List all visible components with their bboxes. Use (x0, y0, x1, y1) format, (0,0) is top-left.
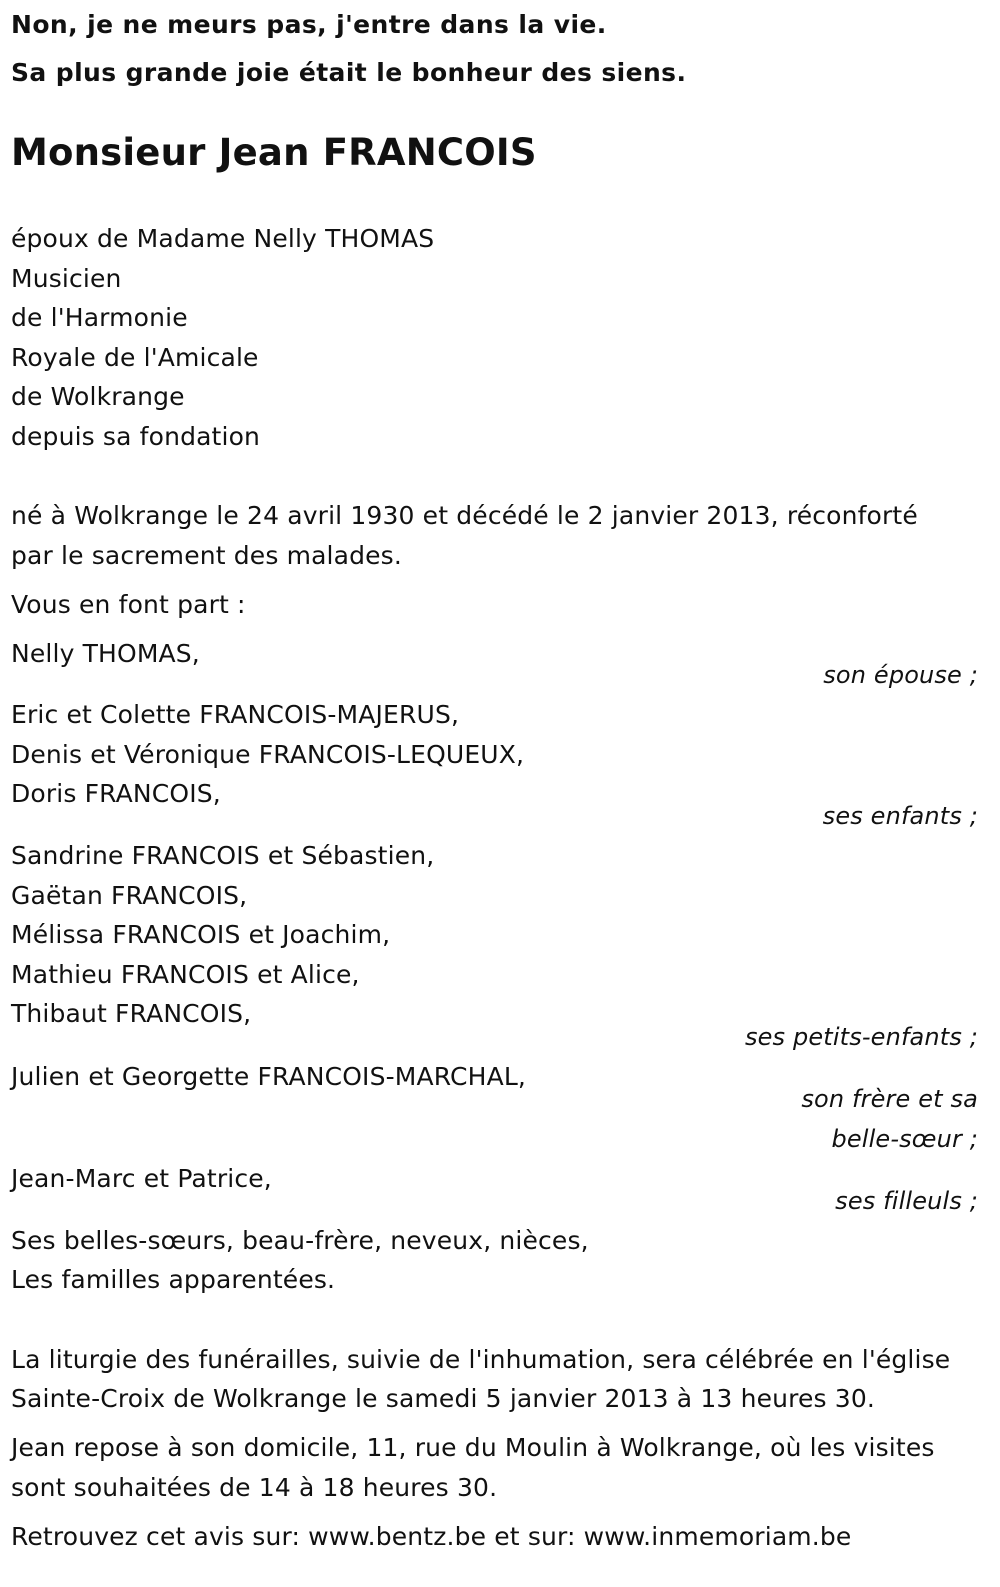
family-name: Thibaut FRANCOIS, (11, 999, 252, 1028)
visitation-line: sont souhaitées de 14 à 18 heures 30. (11, 1473, 498, 1502)
birth-death-line: né à Wolkrange le 24 avril 1930 et décédé le 2 janvier 2013, réconforté (11, 501, 918, 530)
family-relation: son frère et sa (801, 1085, 978, 1113)
family-name: Sandrine FRANCOIS et Sébastien, (11, 841, 435, 870)
visitation-line: Jean repose à son domicile, 11, rue du Moulin à Wolkrange, où les visites (11, 1433, 935, 1462)
family-name: Gaëtan FRANCOIS, (11, 881, 248, 910)
family-relation: ses enfants ; (822, 802, 978, 830)
family-relation: ses filleuls ; (835, 1187, 978, 1215)
family-name: Mathieu FRANCOIS et Alice, (11, 960, 360, 989)
others-line: Ses belles-sœurs, beau-frère, neveux, nièces, (11, 1226, 589, 1255)
title-line: Musicien (11, 264, 122, 293)
family-name: Eric et Colette FRANCOIS-MAJERUS, (11, 700, 460, 729)
title-line: époux de Madame Nelly THOMAS (11, 224, 435, 253)
title-line: Royale de l'Amicale (11, 343, 259, 372)
funeral-line: La liturgie des funérailles, suivie de l'inhumation, sera célébrée en l'église (11, 1345, 951, 1374)
announce-line: Vous en font part : (11, 590, 246, 619)
family-name: Nelly THOMAS, (11, 639, 200, 668)
title-line: depuis sa fondation (11, 422, 261, 451)
family-name: Mélissa FRANCOIS et Joachim, (11, 920, 391, 949)
title-line: de Wolkrange (11, 382, 185, 411)
funeral-line: Sainte-Croix de Wolkrange le samedi 5 janvier 2013 à 13 heures 30. (11, 1384, 875, 1413)
family-relation: son épouse ; (823, 661, 978, 689)
deceased-name: Monsieur Jean FRANCOIS (11, 131, 537, 174)
title-line: de l'Harmonie (11, 303, 188, 332)
family-name: Doris FRANCOIS, (11, 779, 221, 808)
birth-death-line: par le sacrement des malades. (11, 541, 402, 570)
family-name: Jean-Marc et Patrice, (11, 1164, 272, 1193)
family-name: Julien et Georgette FRANCOIS-MARCHAL, (11, 1062, 526, 1091)
family-relation: belle-sœur ; (831, 1125, 978, 1153)
quote-line-2: Sa plus grande joie était le bonheur des siens. (11, 58, 687, 87)
footer-line: Retrouvez cet avis sur: www.bentz.be et sur: www.inmemoriam.be (11, 1522, 852, 1551)
family-name: Denis et Véronique FRANCOIS-LEQUEUX, (11, 740, 525, 769)
others-line: Les familles apparentées. (11, 1265, 336, 1294)
family-relation: ses petits-enfants ; (744, 1023, 978, 1051)
quote-line-1: Non, je ne meurs pas, j'entre dans la vie. (11, 10, 607, 39)
